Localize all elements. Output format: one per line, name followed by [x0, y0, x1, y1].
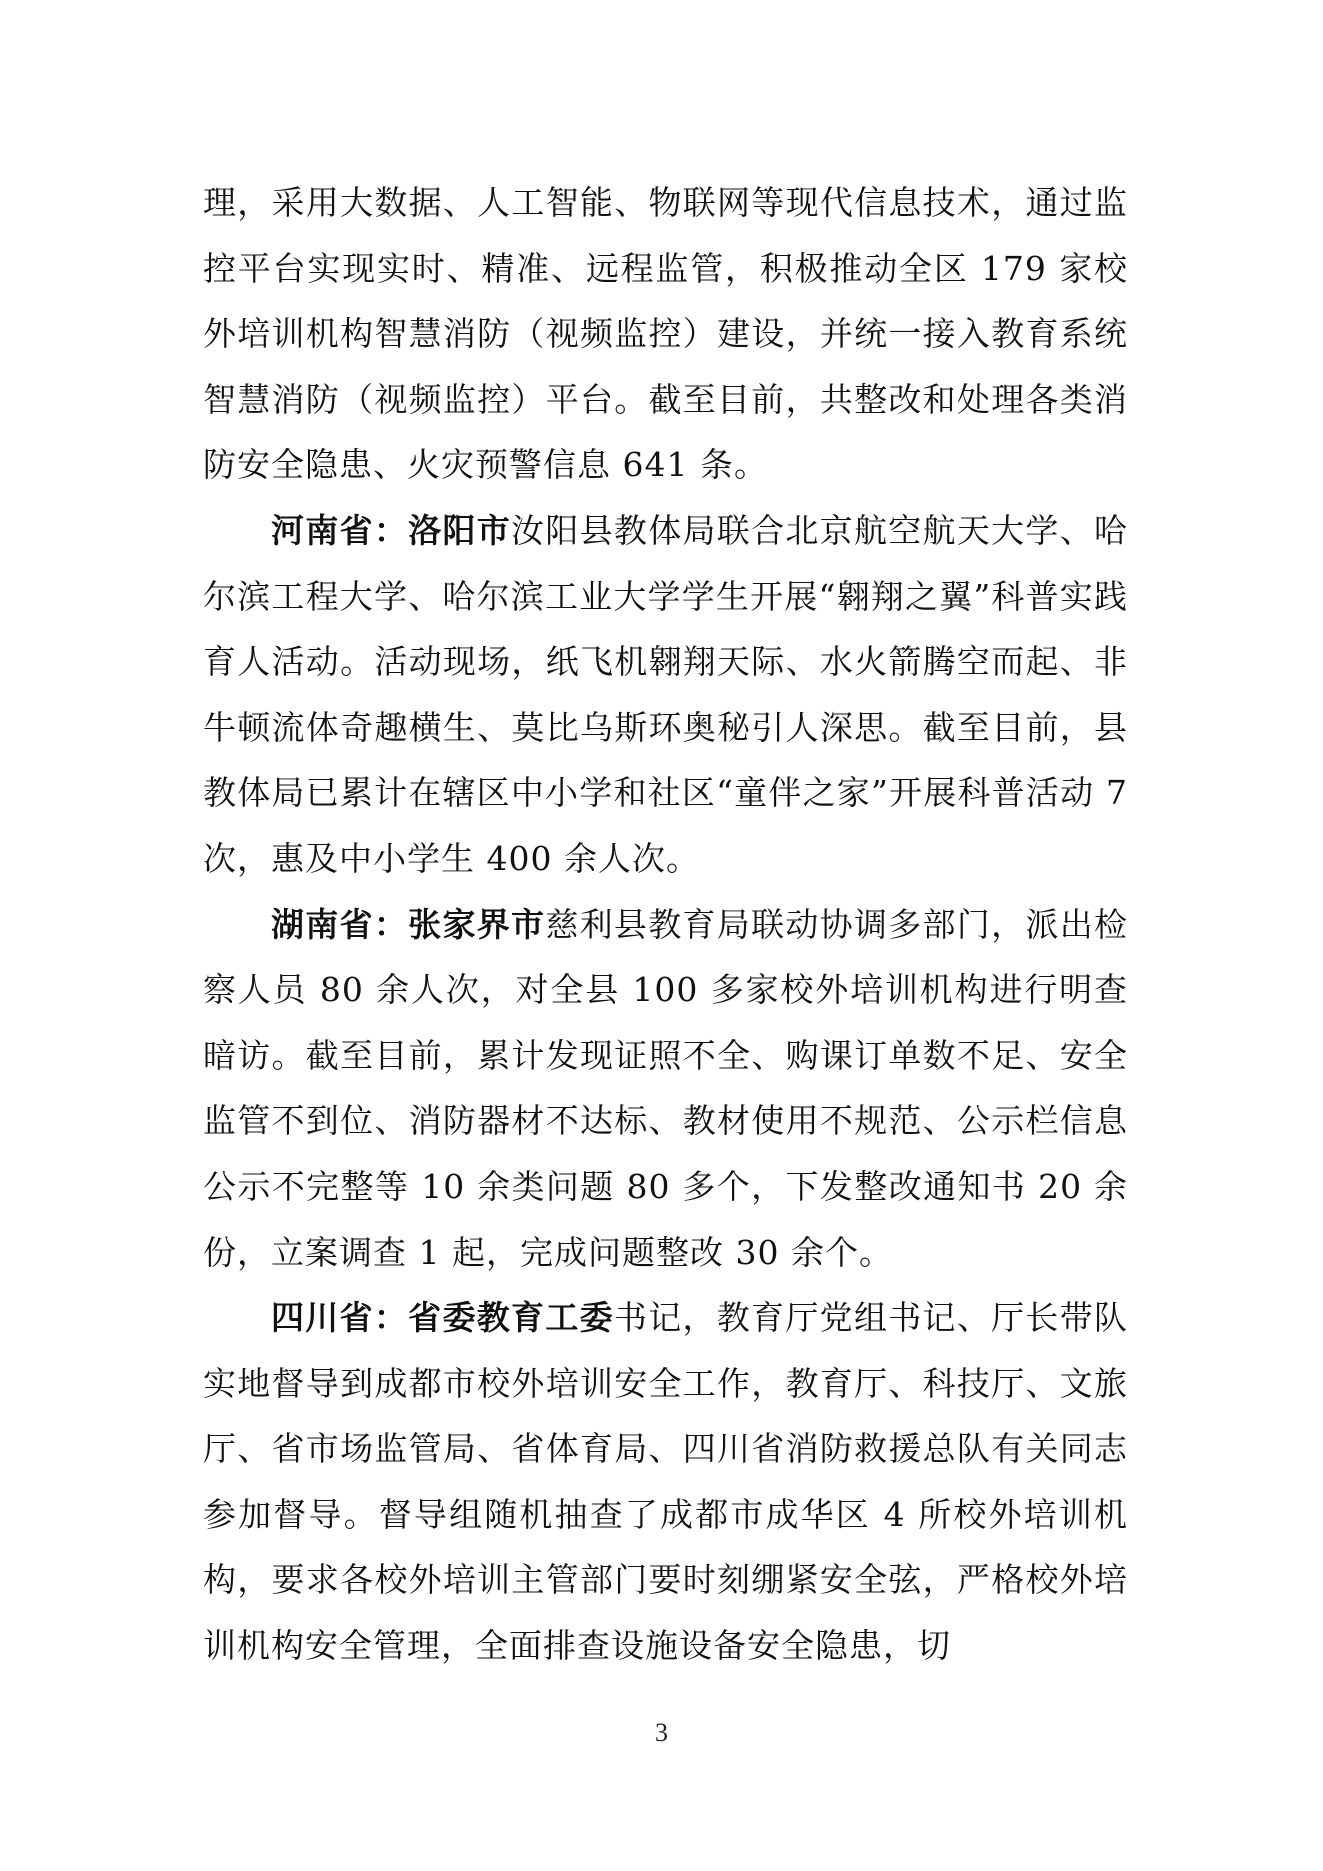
paragraph-lead-henan: 河南省：洛阳市: [271, 510, 512, 550]
paragraph-lead-hunan: 湖南省：张家界市: [271, 904, 546, 944]
paragraph-lead-sichuan: 四川省：省委教育工委: [271, 1298, 614, 1338]
paragraph-fire-safety: [203, 170, 1128, 498]
paragraph-text: 书记，教育厅党组书记、厅长带队实地督导到成都市校外培训安全工作，教育厅、科技厅、文旅厅、省市场监管局、省体育局、四川省消防救援总队有关同志参加督导。督导组随机抽查了成都市成华区 4 所校外培训机构，要求各校外培训主管部门要时刻绷紧安全弦，严格校外培训机构安全管理，全面排查设施设备安全隐患，切: [203, 1298, 1129, 1666]
page-number: 3: [655, 1718, 668, 1747]
paragraph-text: 理，采用大数据、人工智能、物联网等现代信息技术，通过监控平台实现实时、精准、远程监管，积极推动全区 179 家校外培训机构智慧消防（视频监控）建设，并统一接入教育系统智慧消防（视频监控）平台。截至目前，共整改和处理各类消防安全隐患、火灾预警信息 641 条。: [203, 183, 1128, 485]
paragraph-sichuan: [203, 1285, 1128, 1679]
paragraph-hunan: [203, 892, 1128, 1286]
paragraph-henan: [203, 498, 1128, 892]
paragraph-text: 汝阳县教体局联合北京航空航天大学、哈尔滨工程大学、哈尔滨工业大学学生开展“翱翔之翼”科普实践育人活动。活动现场，纸飞机翱翔天际、水火箭腾空而起、非牛顿流体奇趣横生、莫比乌斯环奥秘引人深思。截至目前，县教体局已累计在辖区中小学和社区“童伴之家”开展科普活动 7 次，惠及中小学生 400 余人次。: [203, 510, 1129, 878]
paragraph-text: 慈利县教育局联动协调多部门，派出检察人员 80 余人次，对全县 100 多家校外培训机构进行明查暗访。截至目前，累计发现证照不全、购课订单数不足、安全监管不到位、消防器材不达标、教材使用不规范、公示栏信息公示不完整等 10 余类问题 80 多个，下发整改通知书 20 余份，立案调查 1 起，完成问题整改 30 余个。: [203, 904, 1129, 1272]
document-body: [203, 170, 1128, 1679]
